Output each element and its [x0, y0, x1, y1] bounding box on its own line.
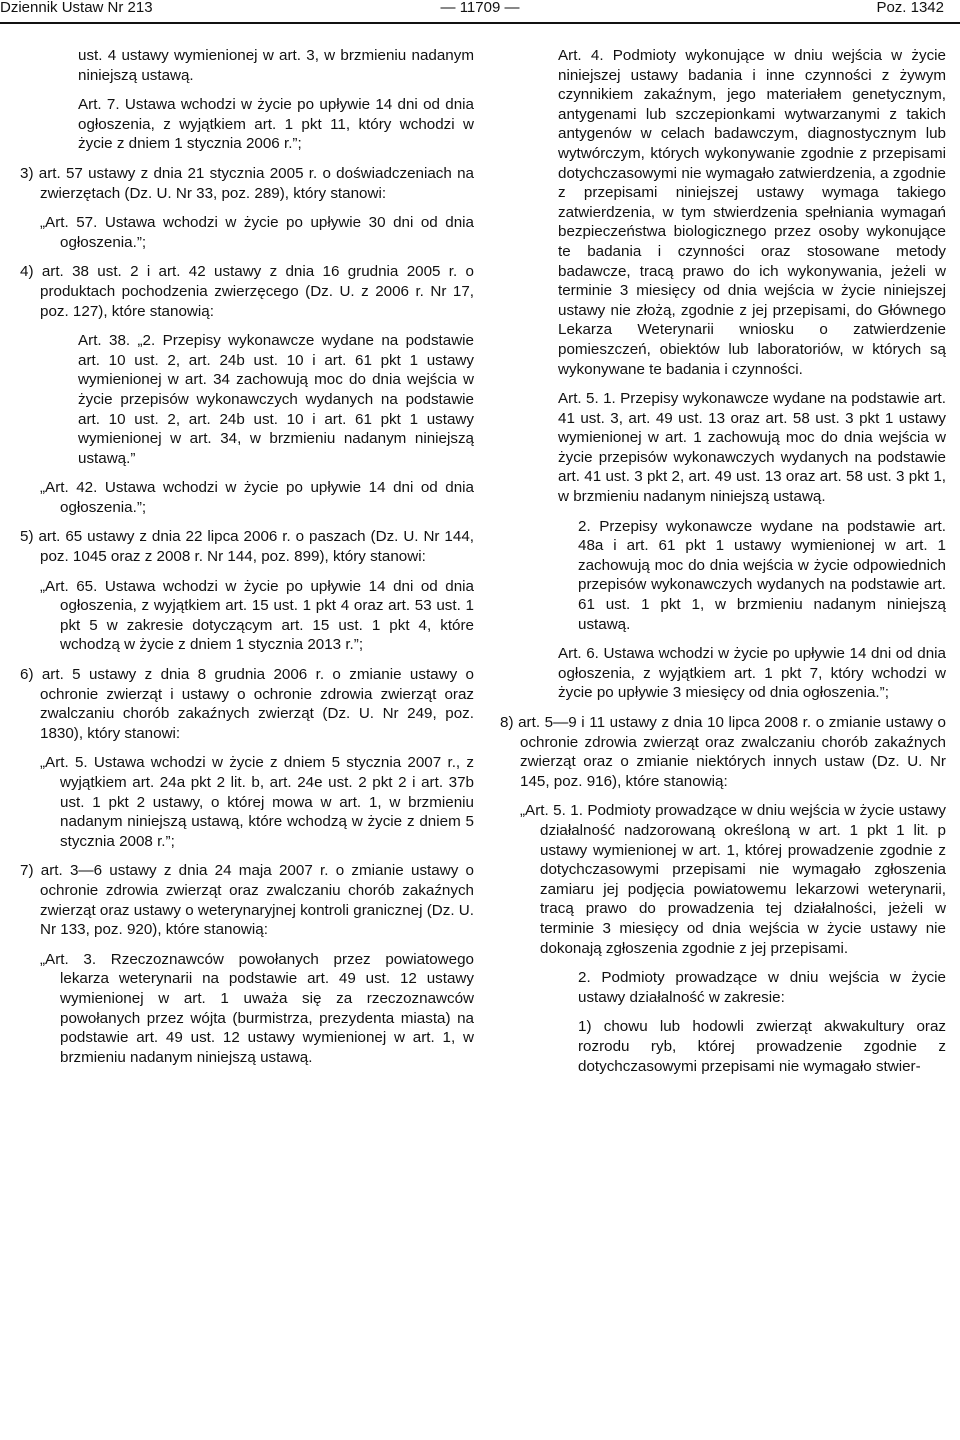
quoted-article: „Art. 42. Ustawa wchodzi w życie po upływie 14 dni od dnia ogłoszenia.”; — [40, 479, 474, 516]
quoted-article: „Art. 57. Ustawa wchodzi w życie po upływie 30 dni od dnia ogłoszenia.”; — [40, 214, 474, 251]
page-number: — 11709 — — [440, 0, 520, 16]
list-item: 8) art. 5—9 i 11 ustawy z dnia 10 lipca 2008 r. o zmianie ustawy o ochronie zdrowia zwierząt oraz zwalczaniu chorób zakaźnych zwierząt oraz o zmianie niektórych innych ustaw (Dz. U. Nr 145, poz. 916), które stanowią: — [500, 714, 946, 790]
paragraph: 2. Podmioty prowadzące w dniu wejścia w życie ustawy działalność w zakresie: — [578, 969, 946, 1006]
sub-item: 1) chowu lub hodowli zwierząt akwakultury oraz rozrodu ryb, której prowadzenie zgodnie z dotychczasowymi przepisami nie wymagało stwier- — [578, 1018, 946, 1075]
header-rule — [0, 22, 960, 24]
paragraph: Art. 6. Ustawa wchodzi w życie po upływie 14 dni od dnia ogłoszenia, z wyjątkiem art. 1 pkt 7, który wchodzi w życie po upływie 3 miesięcy od dnia ogłoszenia.”; — [558, 645, 946, 702]
right-column — [500, 46, 946, 1086]
paragraph: Art. 7. Ustawa wchodzi w życie po upływie 14 dni od dnia ogłoszenia, z wyjątkiem art. 1 pkt 11, który wchodzi w życie z dniem 1 stycznia 2006 r.”; — [78, 96, 474, 153]
list-item: 4) art. 38 ust. 2 i art. 42 ustawy z dnia 16 grudnia 2005 r. o produktach pochodzenia zwierzęcego (Dz. U. z 2006 r. Nr 17, poz. 127), które stanowią: — [20, 263, 474, 320]
page-header — [0, 0, 960, 16]
paragraph: Art. 4. Podmioty wykonujące w dniu wejścia w życie niniejszej ustawy badania i inne czynności z żywym czynnikiem zakaźnym, jego materiałem genetycznym, antygenami lub szczepionkami wytwarzanymi z takich antygenów w celach badawczym, diagnostycznym lub wytwórczym, których wykonywanie zgodnie z przepisami dotychczasowymi nie wymagało zatwierdzenia, a zgodnie z przepisami niniejszej ustawy wymaga takiego zatwierdzenia, w tym stwierdzenia spełniania wymagań bezpieczeństwa biologicznego przez osoby wykonujące te badania i czynności oraz stosowane metody badawcze, tracą prawo do ich wykonywania, jeżeli w terminie 3 miesięcy od dnia wejścia w życie niniejszej ustawy nie złożą, zgodnie z jej przepisami, do Głównego Lekarza Weterynarii wniosku o zatwierdzenie pomieszczeń, obiektów lub laboratoriów, w których są wykonywane te badania i czynności. — [558, 47, 946, 378]
journal-title: Dziennik Ustaw Nr 213 — [0, 0, 153, 16]
list-item: 7) art. 3—6 ustawy z dnia 24 maja 2007 r. o zmianie ustawy o ochronie zdrowia zwierząt oraz zwalczaniu chorób zakaźnych zwierząt oraz ustawy o weterynaryjnej kontroli granicznej (Dz. U. Nr 133, poz. 920), które stanowią: — [20, 862, 474, 939]
paragraph: Art. 5. 1. Przepisy wykonawcze wydane na podstawie art. 41 ust. 3, art. 49 ust. 13 oraz art. 58 ust. 3 pkt 1 ustawy wymienionej w art. 1 zachowują moc do dnia wejścia w życie przepisów wykonawczych wydanych na podstawie art. 41 ust. 3 pkt 2, art. 49 ust. 13 oraz art. 58 ust. 3 pkt 1, w brzmieniu nadanym niniejszą ustawą. — [558, 390, 946, 506]
quoted-article: „Art. 65. Ustawa wchodzi w życie po upływie 14 dni od dnia ogłoszenia, z wyjątkiem art. 15 ust. 1 pkt 4 oraz art. 53 ust. 1 pkt 5 w zakresie dotyczącym art. 15 ust. 1 pkt 4, które wchodzą w życie z dniem 1 stycznia 2013 r.”; — [40, 577, 474, 654]
position-number: Poz. 1342 — [876, 0, 944, 16]
quoted-article: Art. 38. „2. Przepisy wykonawcze wydane na podstawie art. 10 ust. 2, art. 24b ust. 10 i art. 61 pkt 1 ustawy wymienionej w art. 34 zachowują moc do dnia wejścia w życie przepisów wykonawczych wydanych na podstawie art. 10 ust. 2, art. 24b ust. 10 i art. 61 pkt 1 ustawy wymienionej w art. 34, w brzmieniu nadanym niniejszą ustawą.” — [78, 332, 474, 467]
list-item: 6) art. 5 ustawy z dnia 8 grudnia 2006 r. o zmianie ustawy o ochronie zwierząt i ustawy o ochronie zdrowia zwierząt oraz zwalczaniu chorób zakaźnych zwierząt (Dz. U. Nr 249, poz. 1830), który stanowi: — [20, 666, 474, 742]
list-item: 5) art. 65 ustawy z dnia 22 lipca 2006 r. o paszach (Dz. U. Nr 144, poz. 1045 oraz z 2008 r. Nr 144, poz. 899), który stanowi: — [20, 528, 474, 566]
list-item: 3) art. 57 ustawy z dnia 21 stycznia 2005 r. o doświadczeniach na zwierzętach (Dz. U. Nr 33, poz. 289), który stanowi: — [20, 164, 474, 202]
paragraph: 2. Przepisy wykonawcze wydane na podstawie art. 48a i art. 61 pkt 1 ustawy wymienionej w art. 1 zachowują moc do dnia wejścia w życie odpowiednich przepisów wykonawczych wydanych na podstawie art. 61 ust. 1 pkt 1, w brzmieniu nadanym niniejszą ustawą. — [578, 517, 946, 633]
quoted-article: „Art. 5. 1. Podmioty prowadzące w dniu wejścia w życie ustawy działalność nadzorowaną określoną w art. 1 pkt 1 lit. p ustawy wymienionej w art. 1, której prowadzenie zgodnie z dotychczasowymi przepisami nie wymagało zgłoszenia zamiaru jej podjęcia powiatowemu lekarzowi weterynarii, tracą prawo do prowadzenia tej działalności, jeżeli w terminie 3 miesięcy od dnia wejścia w życie ustawy nie dokonają zgłoszenia zgodnie z jej przepisami. — [520, 802, 946, 957]
quoted-article: „Art. 3. Rzeczoznawców powołanych przez powiatowego lekarza weterynarii na podstawie art. 49 ust. 12 ustawy wymienionej w art. 1 uważa się za rzeczoznawców powołanych przez wójta (burmistrza, prezydenta miasta) na podstawie art. 49 ust. 12 ustawy wymienionej w art. 1, w brzmieniu nadanym niniejszą ustawą. — [40, 950, 474, 1066]
paragraph: ust. 4 ustawy wymienionej w art. 3, w brzmieniu nadanym niniejszą ustawą. — [78, 47, 474, 84]
quoted-article: „Art. 5. Ustawa wchodzi w życie z dniem 5 stycznia 2007 r., z wyjątkiem art. 24a pkt 2 lit. b, art. 24e ust. 2 pkt 2 i art. 37b ust. 1 pkt 2 ustawy, o której mowa w art. 1, w brzmieniu nadanym niniejszą ustawą, które wchodzą w życie z dniem 5 stycznia 2008 r.”; — [40, 754, 474, 850]
left-column — [20, 46, 474, 1077]
